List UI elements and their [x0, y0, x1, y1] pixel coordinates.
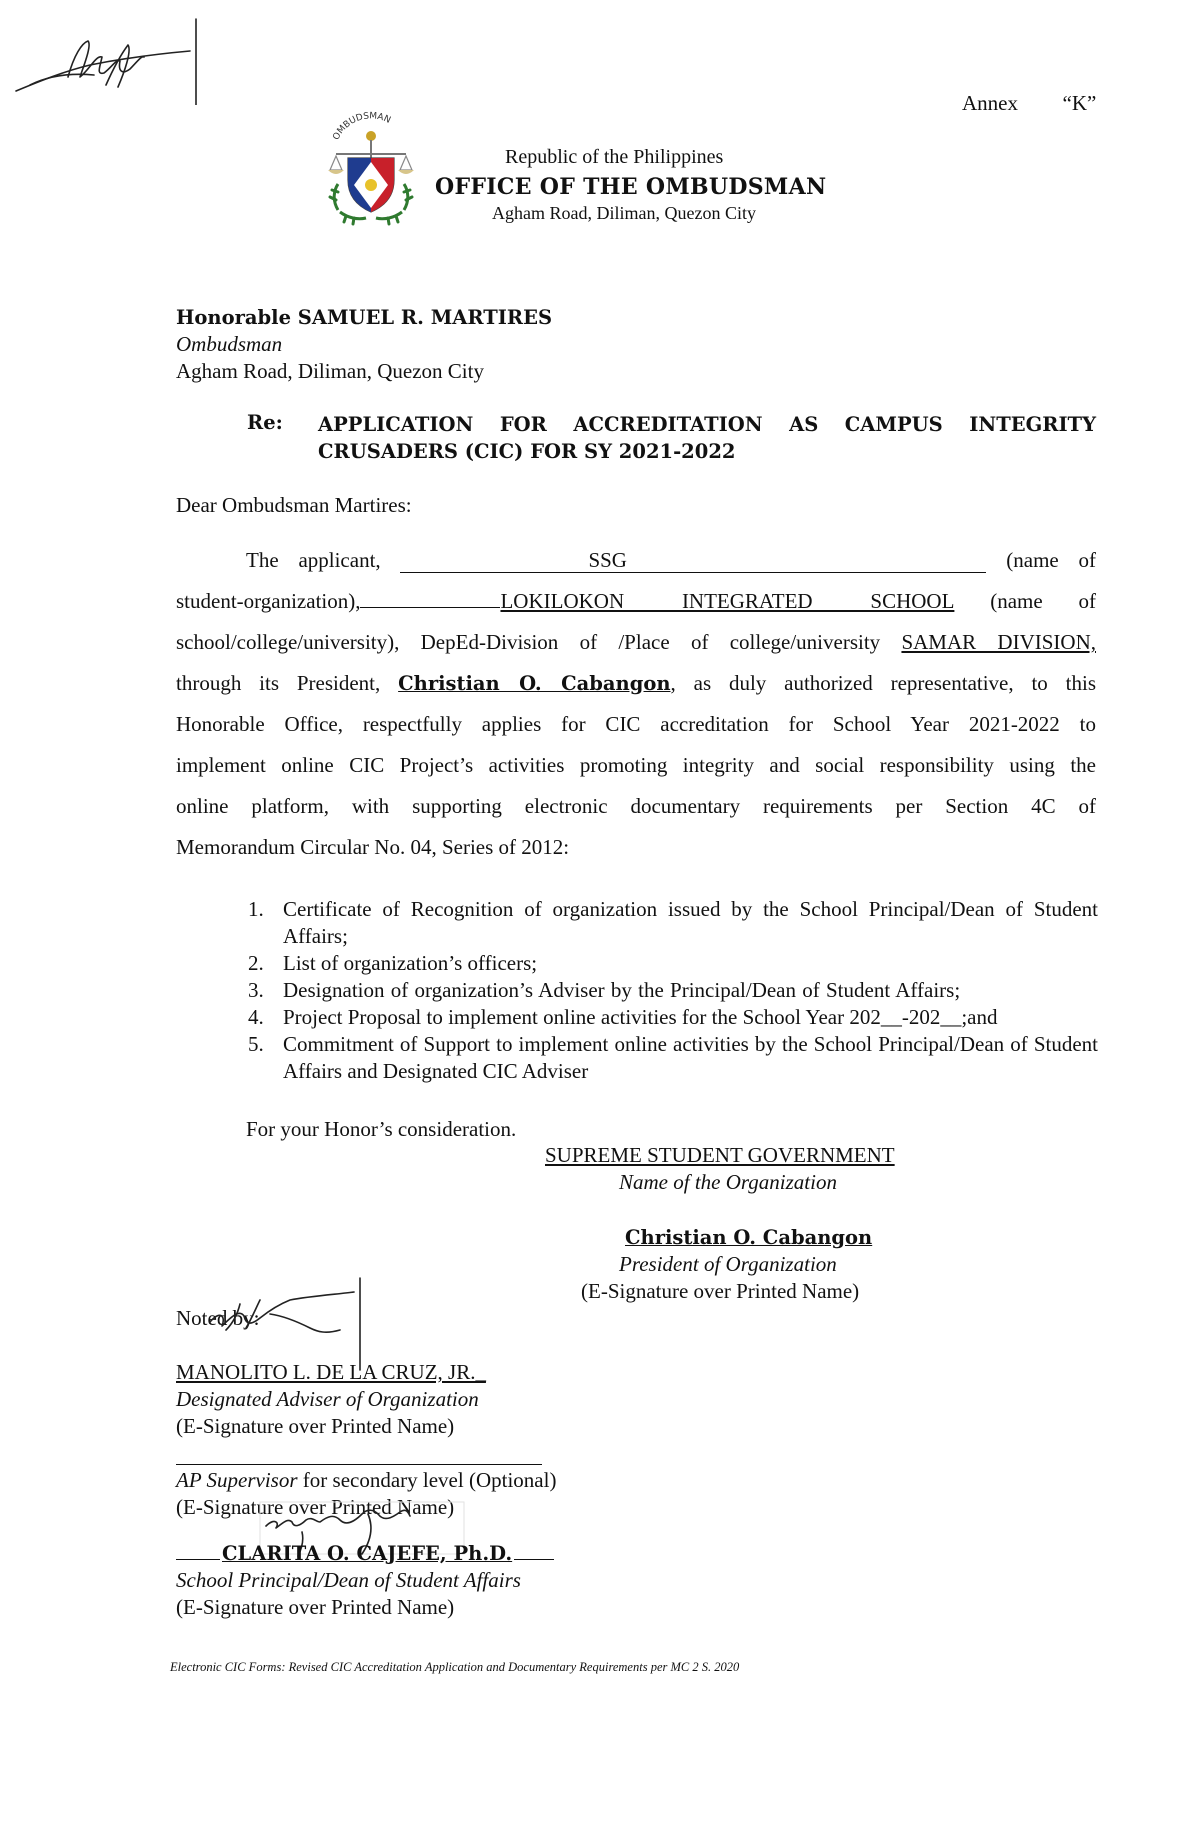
organization-name: SUPREME STUDENT GOVERNMENT — [545, 1143, 895, 1167]
ombudsman-seal — [322, 100, 420, 230]
principal-esig: (E-Signature over Printed Name) — [176, 1595, 455, 1619]
recipient-title: Ombudsman — [176, 332, 283, 356]
recipient-address: Agham Road, Diliman, Quezon City — [176, 359, 484, 383]
body-line-2 — [176, 581, 1096, 622]
supervisor-title — [176, 1467, 556, 1494]
president-esig: (E-Signature over Printed Name) — [581, 1279, 860, 1303]
annex-letter: “K” — [1062, 91, 1097, 115]
division-value: SAMAR DIVISION, — [901, 630, 1096, 654]
adviser-title: Designated Adviser of Organization — [176, 1387, 479, 1411]
body-line-6: implement online CIC Project’s activities promoting integrity and social responsibility using the — [176, 753, 1096, 777]
president-value: Christian O. Cabangon — [398, 672, 671, 695]
adviser-name: MANOLITO L. DE LA CRUZ, JR._ — [176, 1360, 486, 1384]
recipient-block — [176, 304, 552, 385]
principal-name-line — [176, 1540, 554, 1567]
re-label: Re: — [247, 411, 283, 434]
body-line-7: online platform, with supporting electronic documentary requirements per Section 4C of — [176, 794, 1096, 818]
body-line-3 — [176, 622, 1096, 663]
principal-name-trail — [514, 1541, 554, 1560]
org-value: SSG — [588, 548, 627, 572]
supervisor-title-italic: AP Supervisor — [176, 1468, 298, 1492]
president-title: President of Organization — [619, 1252, 837, 1276]
adviser-esig: (E-Signature over Printed Name) — [176, 1414, 455, 1438]
office-title: OFFICE OF THE OMBUDSMAN — [435, 174, 827, 200]
body-authorized-text: , as duly authorized representative, to this — [670, 671, 1096, 695]
body-name-of-2: (name of — [990, 589, 1096, 613]
annex-text: Annex — [962, 91, 1018, 115]
body-name-of-1: (name of — [1006, 548, 1097, 572]
school-value: LOKILOKON INTEGRATED SCHOOL — [500, 589, 955, 613]
recipient-name: Honorable SAMUEL R. MARTIRES — [176, 306, 553, 329]
school-blank — [360, 589, 500, 608]
body-student-org-text: student-organization), — [176, 589, 361, 613]
svg-text:OMBUDSMAN: OMBUDSMAN — [331, 111, 393, 142]
footer-note: Electronic CIC Forms: Revised CIC Accreditation Application and Documentary Requirements per MC 2 S. 2020 — [170, 1660, 740, 1674]
principal-title: School Principal/Dean of Student Affairs — [176, 1568, 521, 1592]
body-line-5: Honorable Office, respectfully applies for CIC accreditation for School Year 2021-2022 to — [176, 712, 1096, 736]
list-item: 5. Commitment of Support to implement online activities by the School Principal/Dean of Student Affairs and Designated CIC Adviser — [248, 1032, 1098, 1083]
closing-line: For your Honor’s consideration. — [246, 1117, 517, 1141]
office-address: Agham Road, Diliman, Quezon City — [492, 203, 756, 223]
republic-line: Republic of the Philippines — [505, 146, 724, 168]
list-item: 4. Project Proposal to implement online activities for the School Year 202__-202__;and — [248, 1005, 998, 1029]
salutation: Dear Ombudsman Martires: — [176, 493, 412, 517]
list-item: 2. List of organization’s officers; — [248, 951, 538, 975]
list-item: 3. Designation of organization’s Adviser by the Principal/Dean of Student Affairs; — [248, 978, 961, 1002]
body-line-4 — [176, 663, 1096, 704]
noted-by-label: Noted by: — [176, 1306, 260, 1330]
body-school-text: school/college/university), DepEd-Division of /Place of college/university — [176, 630, 881, 654]
re-line-1: APPLICATION FOR ACCREDITATION AS CAMPUS INTEGRITY — [318, 413, 1096, 436]
president-name: Christian O. Cabangon — [625, 1226, 873, 1249]
principal-name: CLARITA O. CAJEFE, Ph.D. — [222, 1542, 513, 1565]
body-line-1 — [246, 540, 1096, 581]
annex-label — [962, 91, 1096, 116]
list-item: 1. Certificate of Recognition of organization issued by the School Principal/Dean of Student Affairs; — [248, 897, 1098, 948]
organization-caption: Name of the Organization — [619, 1170, 837, 1194]
re-line-2: CRUSADERS (CIC) FOR SY 2021-2022 — [318, 440, 736, 463]
supervisor-esig: (E-Signature over Printed Name) — [176, 1495, 455, 1519]
org-field — [400, 548, 986, 573]
body-applicant-text: The applicant, — [246, 548, 381, 572]
supervisor-title-rest: for secondary level (Optional) — [297, 1468, 557, 1492]
supervisor-signature-line — [176, 1464, 542, 1465]
body-line-8: Memorandum Circular No. 04, Series of 2012: — [176, 835, 570, 859]
requirements-list — [248, 896, 1098, 1085]
re-subject — [318, 411, 1096, 465]
body-through-text: through its President, — [176, 671, 381, 695]
handwritten-signature-top — [10, 15, 200, 105]
principal-name-lead — [176, 1541, 220, 1560]
